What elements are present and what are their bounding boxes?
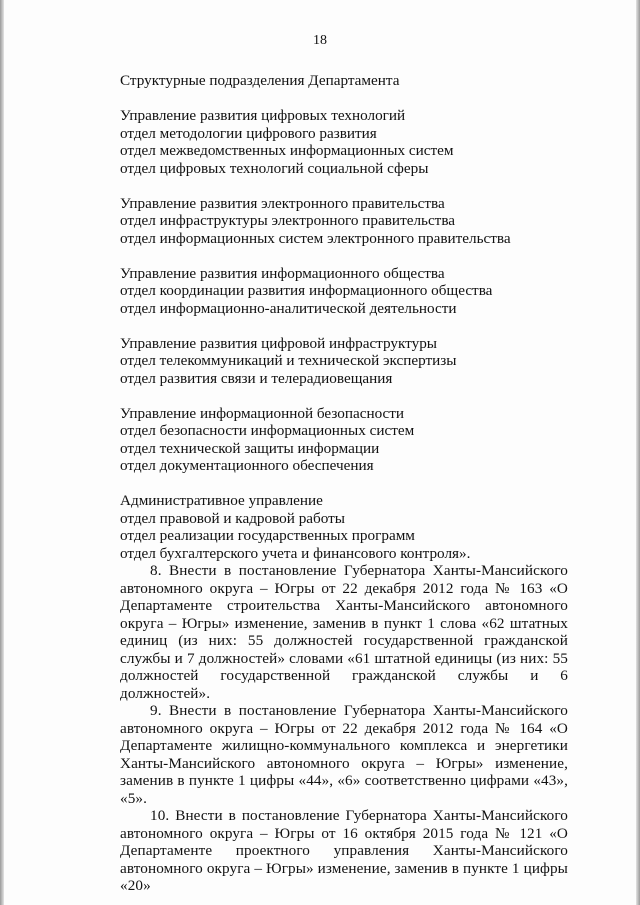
- group-item: отдел информационно-аналитической деятельности: [120, 299, 457, 317]
- group-item: отдел реализации государственных программ: [120, 527, 415, 544]
- department-group: [120, 405, 568, 475]
- group-item: отдел безопасности информационных систем: [120, 422, 415, 439]
- group-item: отдел информационных систем электронного правительства: [120, 229, 511, 247]
- amendment-paragraph-10: 10. Внести в постановление Губернатора Ханты-Мансийского автономного округа – Югры от 16 октября 2015 года № 121 «О Департаменте проектного управления Ханты-Мансийского автономного округа – Югры» изменение, заменив в пункте 1 цифры «20»: [120, 807, 568, 894]
- department-group: [120, 107, 568, 177]
- group-item: отдел документационного обеспечения: [120, 457, 374, 474]
- group-title: Управление информационной безопасности: [120, 404, 405, 422]
- group-item: отдел координации развития информационного общества: [120, 282, 493, 299]
- scan-edge-left: [0, 0, 4, 905]
- page-number: 18: [313, 33, 327, 48]
- group-item: отдел бухгалтерского учета и финансового контроля».: [120, 544, 471, 562]
- department-group: [120, 265, 568, 318]
- group-item: отдел цифровых технологий социальной сферы: [120, 159, 429, 177]
- department-group: [120, 492, 568, 562]
- group-title: Управление развития электронного правительства: [120, 194, 445, 212]
- group-title: Управление развития цифровых технологий: [120, 107, 406, 124]
- amendment-paragraph-8: 8. Внести в постановление Губернатора Ханты-Мансийского автономного округа – Югры от 22 декабря 2012 года № 163 «О Департаменте строительства Ханты-Мансийского автономного округа – Югры» изменение, заменив в пункт 1 слова «62 штатных единиц (из них: 55 должностей государственной гражданской службы и 7 должностей» словами «61 штатной единицы (из них: 55 должностей государственной гражданской службы и 6 должностей».: [120, 562, 568, 702]
- scan-edge-right: [636, 0, 640, 905]
- group-item: отдел межведомственных информационных систем: [120, 142, 454, 159]
- department-group: [120, 335, 568, 388]
- section-heading: Структурные подразделения Департамента: [120, 72, 400, 89]
- document-body: [120, 72, 568, 895]
- group-item: отдел правовой и кадровой работы: [120, 509, 345, 527]
- group-item: отдел технической защиты информации: [120, 439, 380, 457]
- group-item: отдел инфраструктуры электронного правительства: [120, 212, 456, 229]
- group-title: Административное управление: [120, 492, 323, 509]
- group-title: Управление развития информационного общества: [120, 264, 445, 282]
- department-group: [120, 195, 568, 248]
- group-item: отдел телекоммуникаций и технической экспертизы: [120, 352, 457, 369]
- amendment-paragraph-9: 9. Внести в постановление Губернатора Ханты-Мансийского автономного округа – Югры от 22 декабря 2012 года № 164 «О Департаменте жилищно-коммунального комплекса и энергетики Ханты-Мансийского автономного округа – Югры» изменение, заменив в пункте 1 цифры «44», «6» соответственно цифрами «43», «5».: [120, 702, 568, 807]
- group-item: отдел методологии цифрового развития: [120, 124, 377, 142]
- group-item: отдел развития связи и телерадиовещания: [120, 369, 393, 387]
- group-title: Управление развития цифровой инфраструктуры: [120, 334, 438, 352]
